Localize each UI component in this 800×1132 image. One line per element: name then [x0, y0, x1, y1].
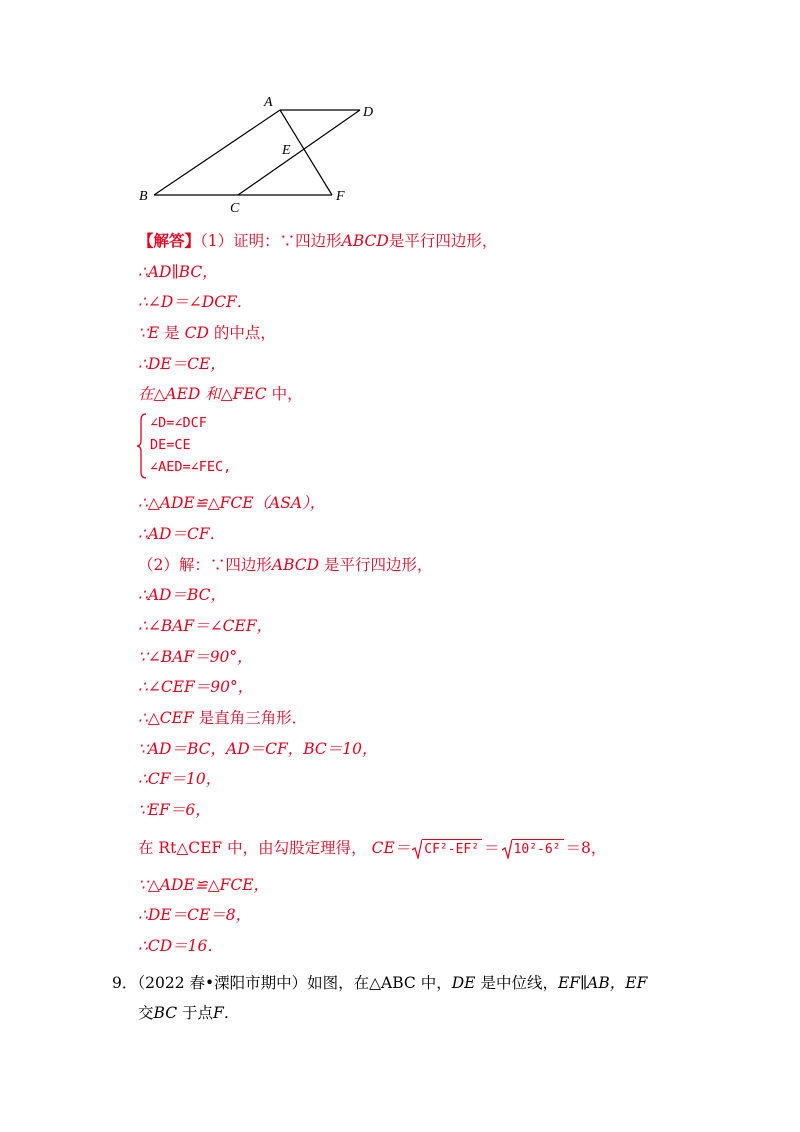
segment-cd	[238, 110, 360, 195]
question-9-line-1: 9．（2022 春•溧阳市期中）如图，在△ABC 中，DE 是中位线，EF∥AB，EF	[112, 974, 648, 992]
solution-line-2: ∴AD∥BC，	[138, 262, 218, 281]
solution-line-20: ∴DE＝CE＝8，	[138, 906, 252, 925]
solution-line-6: 在△AED 和△FEC 中，	[138, 385, 303, 404]
segment-ba	[154, 110, 280, 195]
label-c: C	[230, 201, 240, 216]
system-row-3: ∠AED=∠FEC,	[150, 459, 232, 476]
solution-line-10: ∴AD＝BC，	[138, 586, 227, 605]
solution-line-11: ∴∠BAF＝∠CEF，	[138, 616, 273, 635]
radical-2: 10²-6²	[502, 839, 564, 858]
solution-line-8: ∴AD＝CF．	[138, 524, 226, 543]
solution-line-19: ∵△ADE≌△FCE，	[138, 875, 270, 894]
solution-line-3: ∴∠D＝∠DCF．	[138, 293, 253, 312]
solution-line-12: ∵∠BAF＝90°，	[138, 647, 253, 666]
system-row-2: DE=CE	[150, 437, 191, 454]
solution-line-21: ∴CD＝16．	[138, 937, 223, 956]
solution-line-4: ∵E 是 CD 的中点，	[138, 324, 276, 343]
radical-1: CF²-EF²	[412, 839, 482, 858]
answer-tag: 【解答】	[138, 231, 201, 250]
question-9-line-2: 交BC 于点F．	[138, 1004, 240, 1022]
solution-line-18: 在 Rt△CEF 中，由勾股定理得， CE＝ CF²-EF² ＝ 10²-6² ＝8，	[138, 838, 607, 858]
label-f: F	[336, 189, 345, 204]
question-number: 9．	[112, 974, 138, 992]
label-e: E	[282, 143, 291, 158]
solution-line-13: ∴∠CEF＝90°，	[138, 678, 254, 697]
solution-line-17: ∵EF＝6，	[138, 801, 211, 819]
solution-line-7: ∴△ADE≌△FCE（ASA），	[138, 494, 326, 513]
label-d: D	[363, 105, 374, 120]
sqrt-icon	[412, 839, 422, 859]
geometry-figure	[130, 88, 390, 218]
left-brace-icon	[137, 412, 147, 480]
label-a: A	[264, 95, 273, 110]
solution-line-5: ∴DE＝CE，	[138, 354, 226, 373]
solution-line-14: ∴△CEF 是直角三角形．	[138, 708, 308, 727]
system-row-1: ∠D=∠DCF	[150, 415, 207, 432]
question-9	[112, 968, 732, 1028]
solution-line-1: 【解答】（1）证明：∵四边形ABCD是平行四边形，	[138, 231, 498, 250]
solution-block	[138, 226, 758, 962]
equation-system	[138, 412, 758, 480]
solution-line-16: ∴CF＝10，	[138, 770, 222, 789]
solution-line-15: ∵AD＝BC，AD＝CF，BC＝10，	[138, 739, 378, 758]
sqrt-icon	[502, 839, 512, 859]
solution-line-9: （2）解：∵四边形ABCD 是平行四边形，	[138, 555, 433, 574]
label-b: B	[139, 189, 148, 204]
parallelogram-diagram	[130, 88, 390, 218]
